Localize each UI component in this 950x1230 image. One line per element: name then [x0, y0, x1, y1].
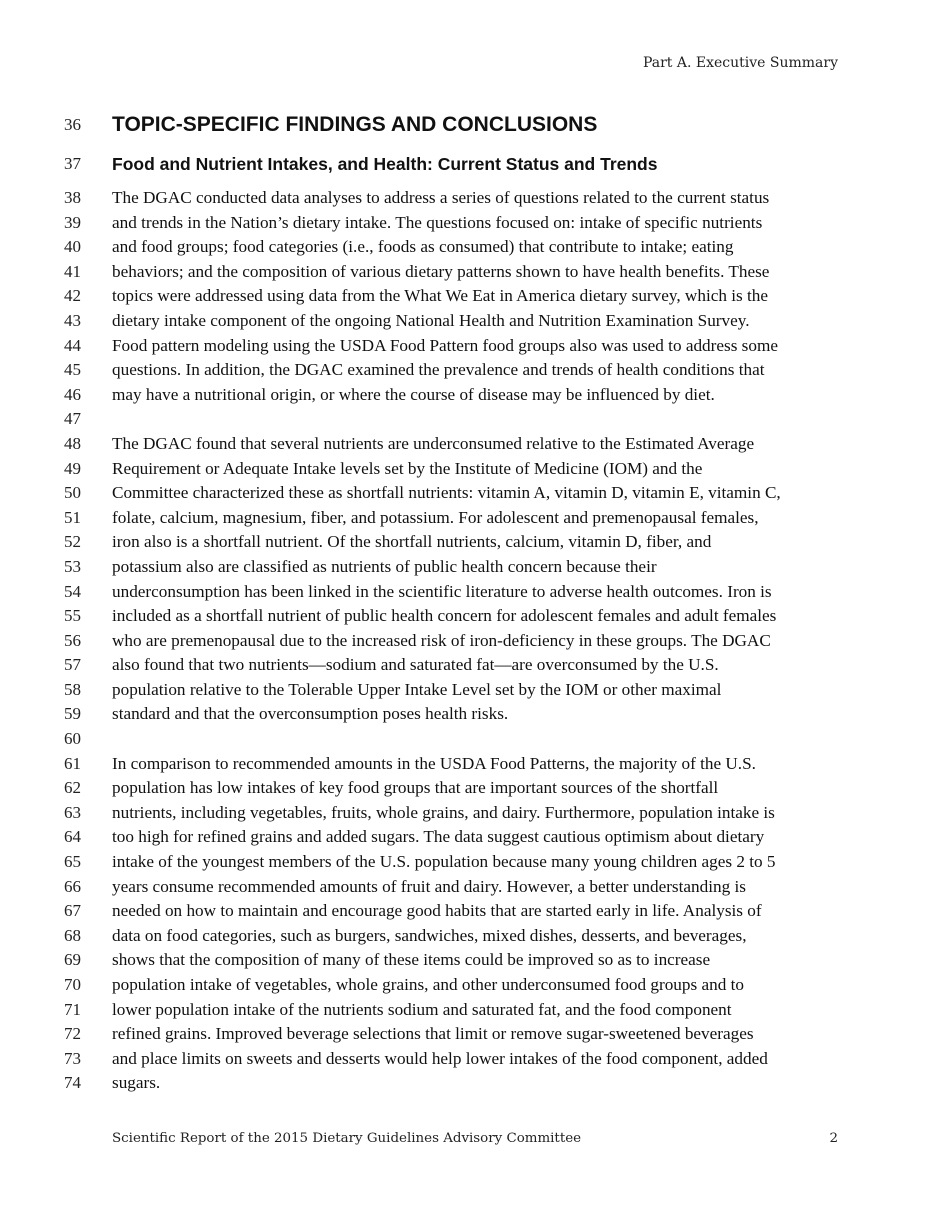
line-text: Requirement or Adequate Intake levels set by the Institute of Medicine (IOM) and the [112, 458, 703, 478]
section-heading [0, 110, 950, 140]
line-text: lower population intake of the nutrients sodium and saturated fat, and the food component [112, 999, 732, 1019]
line-text: population intake of vegetables, whole grains, and other underconsumed food groups and to [112, 975, 744, 994]
text-line [0, 211, 950, 236]
text-line [0, 875, 950, 900]
line-number: 62 [64, 778, 81, 798]
text-line [0, 1047, 950, 1072]
line-number: 36 [64, 115, 81, 134]
line-number: 45 [64, 360, 81, 380]
line-number: 59 [64, 704, 81, 724]
line-number: 44 [64, 335, 81, 355]
line-number: 72 [64, 1024, 81, 1044]
line-text: also found that two nutrients—sodium and saturated fat—are overconsumed by the U.S. [112, 655, 719, 675]
text-line [0, 678, 950, 703]
line-number: 67 [64, 901, 81, 921]
text-line [0, 776, 950, 801]
text-line [0, 653, 950, 678]
text-line [0, 825, 950, 850]
text-line [0, 973, 950, 998]
line-text: In comparison to recommended amounts in the USDA Food Patterns, the majority of the U.S. [112, 753, 756, 773]
text-line [0, 998, 950, 1023]
line-number: 61 [64, 753, 81, 773]
subsection-heading [0, 150, 950, 178]
text-line [0, 580, 950, 605]
line-text: and food groups; food categories (i.e., foods as consumed) that contribute to intake; eating [112, 237, 734, 257]
line-number: 63 [64, 802, 81, 822]
line-number: 51 [64, 507, 81, 527]
line-number: 54 [64, 581, 81, 601]
line-text: topics were addressed using data from the What We Eat in America dietary survey, which is the [112, 286, 768, 306]
text-line [0, 948, 950, 973]
text-line [0, 186, 950, 211]
line-text: Committee characterized these as shortfall nutrients: vitamin A, vitamin D, vitamin E, vitamin C, [112, 483, 781, 503]
line-text: may have a nutritional origin, or where the course of disease may be influenced by diet. [112, 384, 715, 404]
text-line [0, 358, 950, 383]
text-line [0, 284, 950, 309]
text-line [0, 555, 950, 580]
line-text: needed on how to maintain and encourage good habits that are started early in life. Analysis of [112, 901, 762, 921]
line-text: questions. In addition, the DGAC examined the prevalence and trends of health conditions that [112, 360, 765, 380]
text-line [0, 309, 950, 334]
line-text: population relative to the Tolerable Upper Intake Level set by the IOM or other maximal [112, 679, 722, 699]
line-number: 57 [64, 655, 81, 675]
text-line [0, 899, 950, 924]
line-text: TOPIC-SPECIFIC FINDINGS AND CONCLUSIONS [112, 113, 598, 136]
line-number: 73 [64, 1048, 81, 1068]
line-number: 46 [64, 384, 81, 404]
line-text: nutrients, including vegetables, fruits, whole grains, and dairy. Furthermore, population intake is [112, 802, 775, 822]
line-text: behaviors; and the composition of various dietary patterns shown to have health benefits. These [112, 261, 770, 281]
line-number: 49 [64, 458, 81, 478]
page-number: 2 [829, 1131, 838, 1146]
line-text: too high for refined grains and added sugars. The data suggest cautious optimism about dietary [112, 827, 765, 847]
line-number: 56 [64, 630, 81, 650]
line-text: population has low intakes of key food groups that are important sources of the shortfall [112, 778, 719, 798]
line-number: 71 [64, 999, 81, 1019]
line-text: The DGAC conducted data analyses to address a series of questions related to the current status [112, 188, 770, 207]
line-number: 53 [64, 556, 81, 576]
text-line [0, 334, 950, 359]
line-text: included as a shortfall nutrient of public health concern for adolescent females and adult females [112, 606, 777, 626]
line-text: refined grains. Improved beverage selections that limit or remove sugar-sweetened beverages [112, 1024, 754, 1044]
text-line [0, 924, 950, 949]
line-number: 37 [64, 154, 81, 173]
line-text: standard and that the overconsumption poses health risks. [112, 704, 509, 724]
line-number: 55 [64, 606, 81, 626]
line-number: 68 [64, 925, 81, 945]
text-line [0, 629, 950, 654]
line-text: dietary intake component of the ongoing National Health and Nutrition Examination Survey. [112, 310, 750, 330]
line-number: 39 [64, 212, 81, 232]
line-number: 70 [64, 975, 81, 994]
text-line [0, 260, 950, 285]
line-text: Food and Nutrient Intakes, and Health: Current Status and Trends [112, 154, 658, 174]
line-number: 66 [64, 876, 81, 896]
line-text: shows that the composition of many of these items could be improved so as to increase [112, 950, 711, 970]
line-number: 42 [64, 286, 81, 306]
line-text: and trends in the Nation’s dietary intake. The questions focused on: intake of specific nutrients [112, 212, 763, 232]
line-number: 41 [64, 261, 81, 281]
line-text: sugars. [112, 1073, 161, 1093]
text-line [0, 530, 950, 555]
text-line [0, 235, 950, 260]
line-number: 69 [64, 950, 81, 970]
line-number: 64 [64, 827, 81, 847]
text-line [0, 457, 950, 482]
line-text: The DGAC found that several nutrients are underconsumed relative to the Estimated Average [112, 433, 755, 453]
line-text: years consume recommended amounts of fruit and dairy. However, a better understanding is [112, 876, 746, 896]
text-line [0, 1022, 950, 1047]
line-number: 50 [64, 483, 81, 503]
line-text: who are premenopausal due to the increased risk of iron-deficiency in these groups. The DGAC [112, 630, 771, 650]
running-header: Part A. Executive Summary [642, 55, 838, 71]
line-number: 38 [64, 188, 81, 207]
line-number: 74 [64, 1073, 81, 1093]
text-line [0, 407, 950, 432]
line-text: Food pattern modeling using the USDA Food Pattern food groups also was used to address some [112, 335, 778, 355]
text-line [0, 850, 950, 875]
document-body [0, 110, 950, 1096]
text-line [0, 1071, 950, 1096]
line-number: 65 [64, 852, 81, 872]
line-text: data on food categories, such as burgers, sandwiches, mixed dishes, desserts, and beverages, [112, 925, 747, 945]
line-number: 40 [64, 237, 81, 257]
line-number: 48 [64, 433, 81, 453]
text-line [0, 432, 950, 457]
text-line [0, 801, 950, 826]
line-number: 52 [64, 532, 81, 552]
line-text: underconsumption has been linked in the scientific literature to adverse health outcomes. Iron is [112, 581, 772, 601]
line-number: 47 [64, 409, 81, 429]
line-number: 43 [64, 310, 81, 330]
line-number: 60 [64, 729, 81, 749]
line-text: and place limits on sweets and desserts would help lower intakes of the food component, added [112, 1048, 768, 1068]
text-line [0, 727, 950, 752]
line-text: intake of the youngest members of the U.S. population because many young children ages 2 to 5 [112, 852, 776, 872]
footer-title: Scientific Report of the 2015 Dietary Guidelines Advisory Committee [112, 1131, 582, 1146]
line-text: folate, calcium, magnesium, fiber, and potassium. For adolescent and premenopausal females, [112, 507, 759, 527]
text-line [0, 481, 950, 506]
line-text: iron also is a shortfall nutrient. Of the shortfall nutrients, calcium, vitamin D, fiber, and [112, 532, 712, 552]
line-number: 58 [64, 679, 81, 699]
text-line [0, 506, 950, 531]
line-text: potassium also are classified as nutrients of public health concern because their [112, 556, 657, 576]
text-line [0, 383, 950, 408]
text-line [0, 702, 950, 727]
text-line [0, 604, 950, 629]
text-line [0, 752, 950, 777]
